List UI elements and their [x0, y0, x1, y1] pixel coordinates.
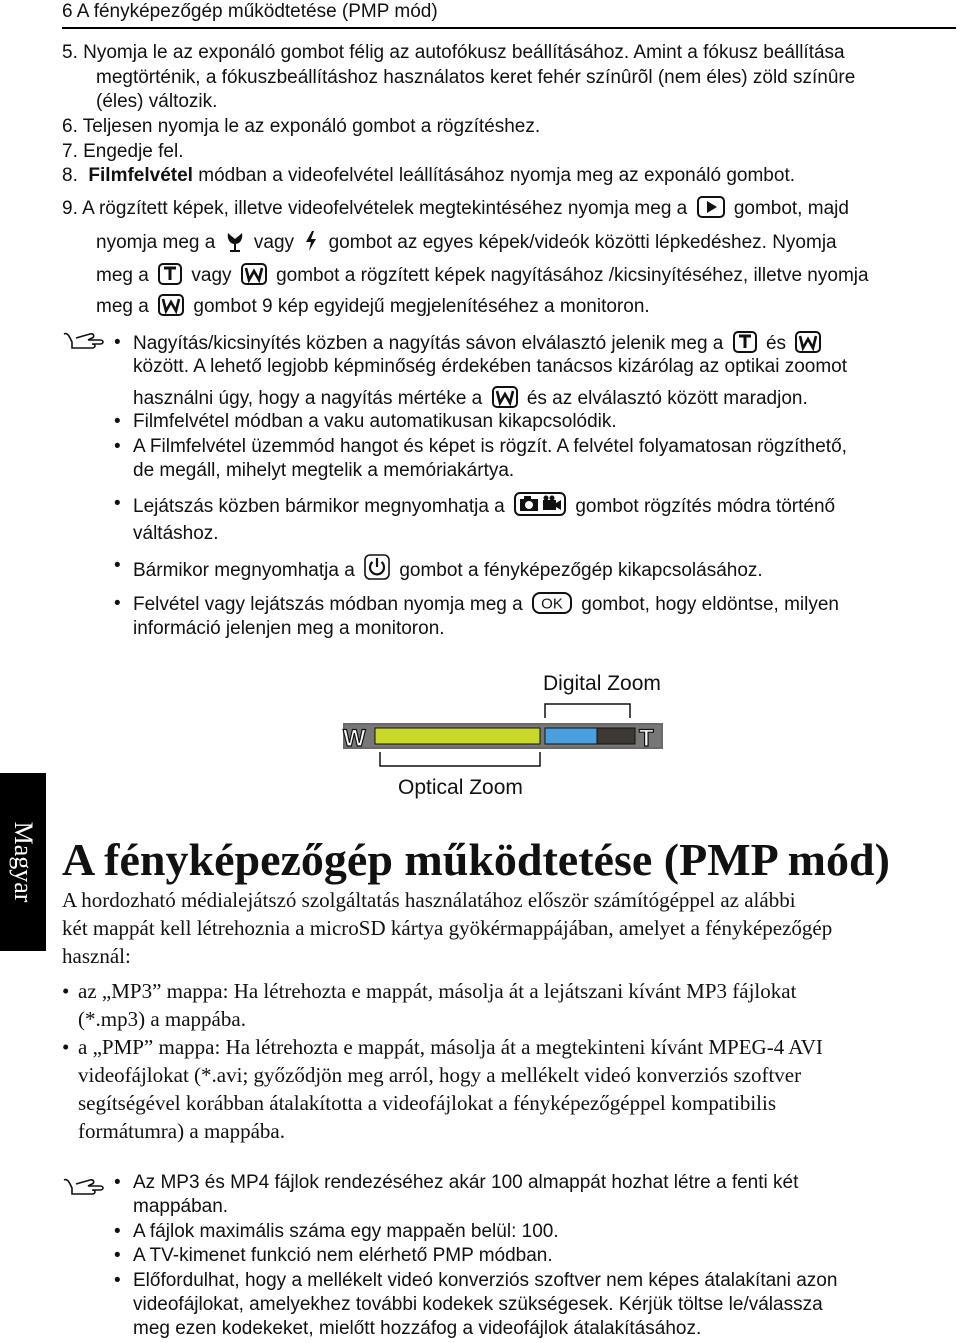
note1-text-e: és az elválasztó között maradjon.	[526, 388, 808, 409]
zoom-wide-w-icon	[241, 263, 267, 285]
note1-item-3-line-1: A Filmfelvétel üzemmód hangot és képet is rögzít. A felvétel folyamatosan rögzíthető,	[133, 436, 847, 457]
note1-text-a: Nagyítás/kicsinyítés közben a nagyítás sávon elválasztó jelenik meg a	[133, 333, 724, 354]
step-7: 7. Engedje fel.	[62, 141, 184, 162]
digital-zoom-label: Digital Zoom	[543, 672, 661, 695]
section-bullet-2-line-2: videofájlokat (*.avi; győződjön meg arról, hogy a mellékelt videó konverziós szoftver	[78, 1063, 802, 1087]
bullet: •	[62, 1035, 70, 1059]
page-header-title: 6 A fényképezőgép működtetése (PMP mód)	[62, 1, 438, 22]
section-bullet-1-line-1: az „MP3” mappa: Ha létrehozta e mappát, másolja át a lejátszani kívánt MP3 fájlokat	[78, 979, 797, 1003]
bullet: •	[114, 1221, 121, 1242]
flash-bolt-icon	[303, 230, 319, 252]
step-9-text-g: vagy	[191, 265, 232, 286]
note1-text-4b: gombot rögzítés módra történő	[575, 496, 836, 517]
zoom-bar-figure	[340, 690, 670, 780]
section-title: A fényképezőgép működtetése (PMP mód)	[62, 834, 890, 885]
step-9-text-c: nyomja meg a	[96, 232, 216, 253]
step-8-number: 8.	[62, 165, 78, 186]
bullet: •	[114, 436, 121, 457]
step-9-text-d: vagy	[253, 232, 295, 253]
bullet: •	[114, 1270, 121, 1291]
section-bullet-2-line-3: segítségével korábban átalakította a videofájlokat a fényképezőgéppel kompatibilis	[78, 1091, 776, 1115]
note1-text-6b: gombot, hogy eldöntse, milyen	[581, 594, 839, 615]
zoom-tele-t-icon	[158, 263, 182, 285]
step-9-line-2	[96, 230, 837, 255]
note2-item-2: A fájlok maximális száma egy mappaěn belül: 100.	[133, 1221, 559, 1242]
note1-item-4-line-1	[133, 492, 835, 519]
step-8-bold-term: Filmfelvétel	[88, 165, 193, 186]
bullet: •	[114, 1172, 121, 1193]
bullet: •	[62, 979, 70, 1003]
step-9-text-i: meg a	[96, 296, 149, 317]
step-9-text-a: 9. A rögzített képek, illetve videofelvételek megtekintéséhez nyomja meg a	[62, 198, 688, 219]
note1-text-d: használni úgy, hogy a nagyítás mértéke a	[133, 388, 483, 409]
note1-text-5b: gombot a fényképezőgép kikapcsolásához.	[399, 560, 763, 581]
step-9-line-4	[96, 294, 650, 319]
macro-flower-icon	[225, 230, 245, 252]
note1-item-6-line-2: információ jelenjen meg a monitoron.	[133, 618, 445, 639]
bullet: •	[114, 493, 121, 514]
bullet: •	[114, 555, 121, 576]
svg-text:T: T	[639, 725, 654, 752]
bullet: •	[114, 593, 121, 614]
section-bullet-1-line-2: (*.mp3) a mappába.	[78, 1007, 246, 1031]
note1-item-5	[133, 554, 763, 583]
note1-item-2: Filmfelvétel módban a vaku automatikusan kikapcsolódik.	[133, 411, 617, 432]
note1-item-1-line-2: között. A lehető legjobb képminőség érdekében tanácsos kizárólag az optikai zoomot	[133, 356, 848, 377]
note1-text-6a: Felvétel vagy lejátszás módban nyomja meg a	[133, 594, 523, 615]
zoom-wide-w-icon	[158, 294, 184, 316]
bullet: •	[114, 1245, 121, 1266]
note1-text-b: és	[765, 333, 787, 354]
zoom-tele-t-icon	[733, 331, 757, 353]
step-9-text-b: gombot, majd	[733, 198, 849, 219]
zoom-wide-w-icon	[492, 386, 518, 408]
note1-item-6-line-1	[133, 592, 839, 617]
language-side-tab	[0, 773, 46, 951]
note2-item-4-line-2: videofájlokat, amelyekhez további kodekek szükségesek. Kérjük töltse le/válassza	[133, 1294, 823, 1315]
step-5-line-3: (éles) változik.	[96, 91, 218, 112]
power-icon	[364, 554, 390, 580]
note1-item-3-line-2: de megáll, mihelyt megtelik a memóriakártya.	[133, 460, 515, 481]
step-5-line-2: megtörténik, a fókuszbeállításhoz használatos keret fehér színûrõl (nem éles) zöld színûre	[96, 67, 856, 88]
step-9-line-1	[62, 196, 849, 221]
header-rule	[62, 27, 956, 29]
note2-item-1-line-2: mappában.	[133, 1196, 229, 1217]
note1-item-4-line-2: váltáshoz.	[133, 523, 219, 544]
play-button-icon	[697, 196, 725, 218]
bullet: •	[114, 411, 121, 432]
ok-button-icon	[532, 592, 572, 614]
step-9-text-h: gombot a rögzített képek nagyításához /kicsinyítéséhez, illetve nyomja	[276, 265, 869, 286]
step-9-line-3	[96, 263, 869, 288]
step-5-line-1: 5. Nyomja le az exponáló gombot félig az autofókusz beállításához. Amint a fókusz beállítása	[62, 42, 845, 63]
step-9-text-f: meg a	[96, 265, 149, 286]
section-para-line-1: A hordozható médialejátszó szolgáltatás használatához először számítógéppel az alábbi	[62, 888, 796, 912]
section-bullet-2-line-4: formátumra) a mappába.	[78, 1119, 285, 1143]
bullet: •	[114, 332, 121, 353]
note1-item-1-line-3	[133, 386, 808, 411]
optical-zoom-label: Optical Zoom	[398, 776, 523, 799]
note1-text-5a: Bármikor megnyomhatja a	[133, 560, 355, 581]
svg-text:OK: OK	[541, 595, 563, 613]
section-para-line-2: két mappát kell létrehoznia a microSD kártya gyökérmappájában, amelyet a fényképezőgép	[62, 916, 833, 940]
zoom-wide-w-icon	[795, 331, 821, 353]
note2-item-4-line-1: Előfordulhat, hogy a mellékelt videó konverziós szoftver nem képes átalakítani azon	[133, 1270, 838, 1291]
note2-item-3: A TV-kimenet funkció nem elérhető PMP módban.	[133, 1245, 553, 1266]
note1-text-4a: Lejátszás közben bármikor megnyomhatja a	[133, 496, 505, 517]
note-hand-icon	[62, 1176, 106, 1203]
language-label: Magyar	[9, 821, 38, 903]
section-bullet-2-line-1: a „PMP” mappa: Ha létrehozta e mappát, másolja át a megtekinteni kívánt MPEG-4 AVI	[78, 1035, 823, 1059]
note1-item-1-line-1	[133, 331, 825, 356]
note2-item-1-line-1: Az MP3 és MP4 fájlok rendezéséhez akár 100 almappát hozhat létre a fenti két	[133, 1172, 799, 1193]
step-8	[62, 164, 795, 188]
section-para-line-3: használ:	[62, 944, 131, 968]
step-6: 6. Teljesen nyomja le az exponáló gombot a rögzítéshez.	[62, 116, 541, 137]
step-8-text: módban a videofelvétel leállításához nyomja meg az exponáló gombot.	[192, 165, 796, 186]
note-hand-icon	[62, 330, 106, 357]
svg-text:W: W	[343, 725, 366, 752]
camera-mode-icon	[514, 492, 566, 516]
step-9-text-j: gombot 9 kép egyidejű megjelenítéséhez a monitoron.	[193, 296, 650, 317]
note2-item-4-line-3: meg ezen kodekeket, mielőtt hozzáfog a videofájlok átalakításához.	[133, 1318, 702, 1339]
step-9-text-e: gombot az egyes képek/videók közötti lépkedéshez. Nyomja	[328, 232, 837, 253]
